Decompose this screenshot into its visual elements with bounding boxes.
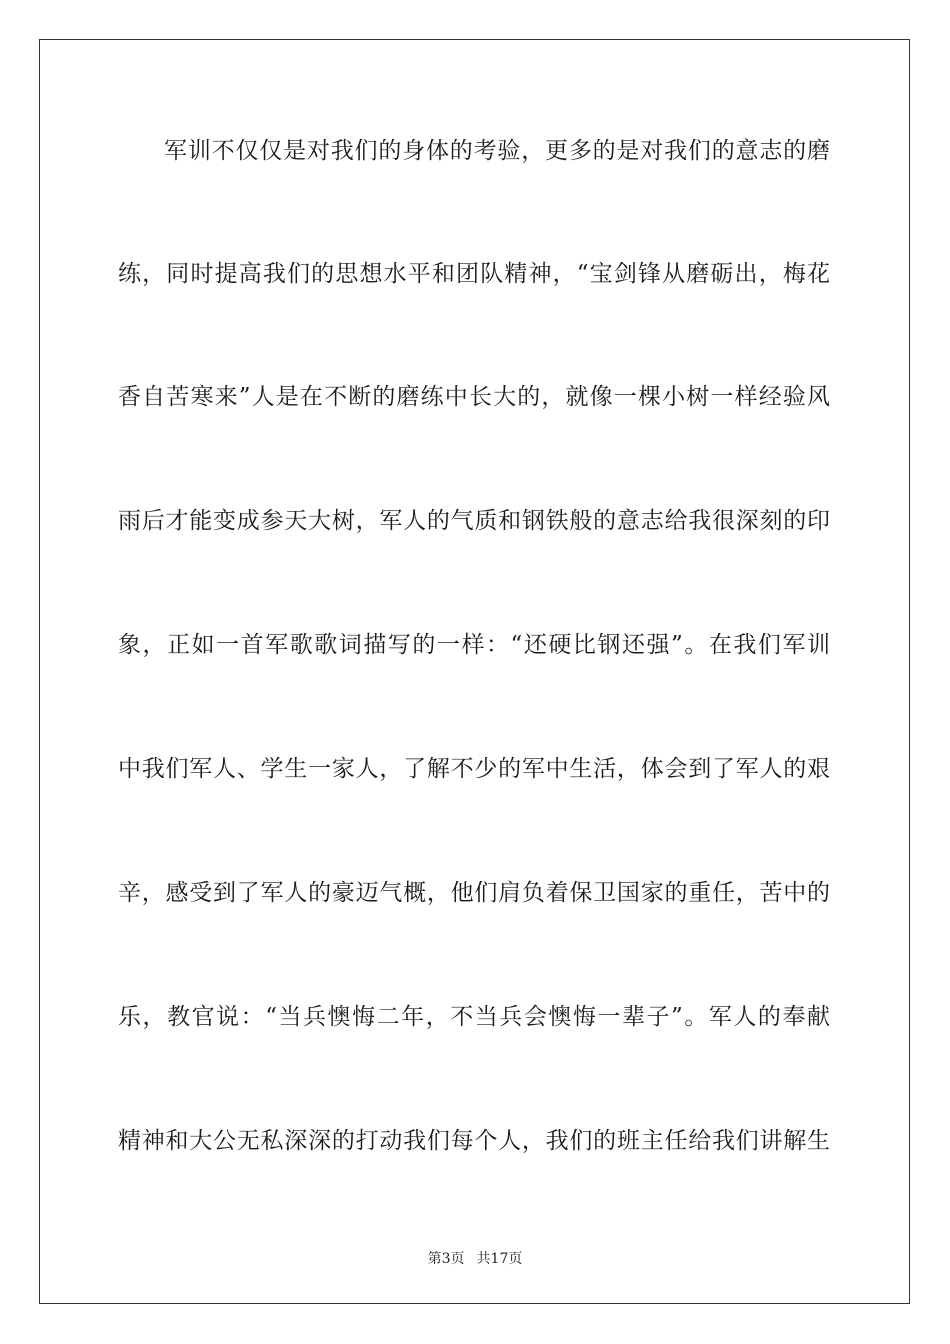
paragraph-line: 练，同时提高我们的思想水平和团队精神，“宝剑锋从磨砺出，梅花 — [118, 261, 830, 287]
page-number: 第3页 — [427, 1251, 465, 1267]
paragraph-line: 军训不仅仅是对我们的身体的考验，更多的是对我们的意志的磨 — [164, 138, 830, 164]
paragraph-line: 精神和大公无私深深的打动我们每个人，我们的班主任给我们讲解生 — [118, 1128, 830, 1154]
paragraph-line: 香自苦寒来”人是在不断的磨练中长大的，就像一棵小树一样经验风 — [118, 384, 830, 410]
paragraph-line: 乐，教官说：“当兵懊悔二年，不当兵会懊悔一辈子”。军人的奉献 — [118, 1004, 830, 1030]
page-footer — [0, 1248, 950, 1268]
page-total: 共17页 — [476, 1251, 523, 1267]
page-border — [39, 39, 910, 1304]
paragraph-line: 中我们军人、学生一家人，了解不少的军中生活，体会到了军人的艰 — [118, 756, 830, 782]
paragraph-line: 象，正如一首军歌歌词描写的一样：“还硬比钢还强”。在我们军训 — [118, 632, 830, 658]
paragraph-line: 辛，感受到了军人的豪迈气概，他们肩负着保卫国家的重任，苦中的 — [118, 880, 830, 906]
paragraph-line: 雨后才能变成参天大树，军人的气质和钢铁般的意志给我很深刻的印 — [118, 508, 830, 534]
